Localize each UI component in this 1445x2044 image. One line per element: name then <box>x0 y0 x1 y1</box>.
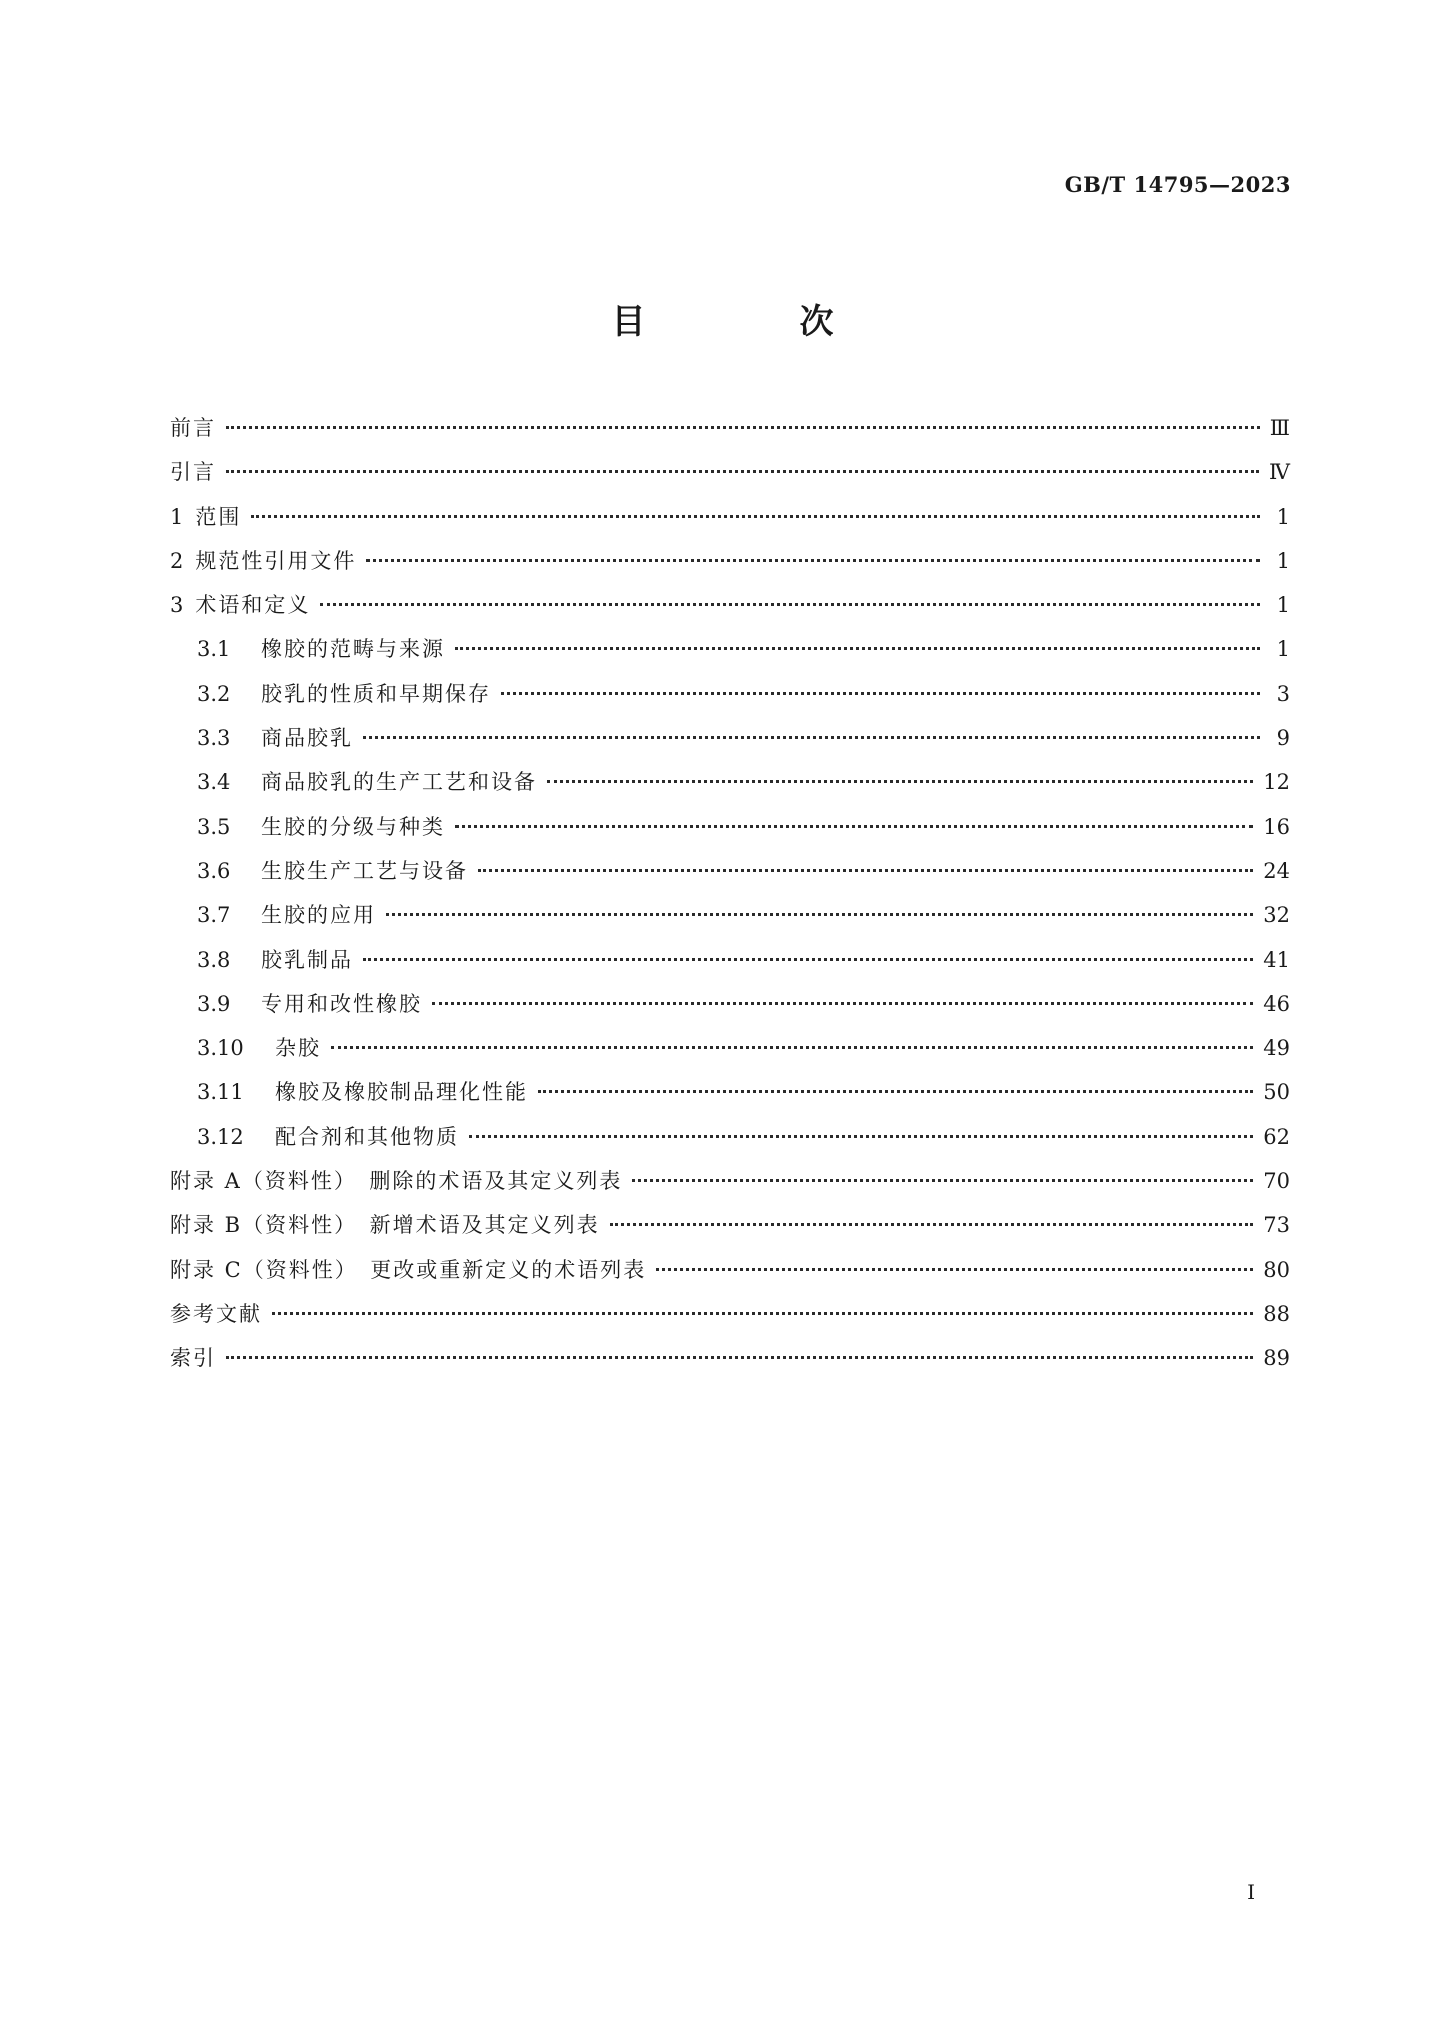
toc-entry-page: 1 <box>1276 637 1290 662</box>
toc-entry[interactable] <box>170 855 1290 899</box>
toc-title: 目 次 <box>611 302 894 342</box>
toc-entry-number: 3.2 <box>197 681 231 706</box>
toc-entry-page: 1 <box>1276 548 1290 573</box>
toc-entry-page: 12 <box>1263 770 1290 795</box>
toc-dot-leader <box>478 869 1253 872</box>
toc-entry-label: 范围 <box>195 504 242 529</box>
toc-entry-number: 3.4 <box>197 770 231 795</box>
toc-entry[interactable] <box>170 811 1290 855</box>
toc-dot-leader <box>272 1312 1253 1315</box>
toc-entry-label: 橡胶及橡胶制品理化性能 <box>275 1080 528 1105</box>
toc-entry[interactable] <box>170 1121 1290 1165</box>
toc-entry-page: 16 <box>1263 814 1290 839</box>
toc-entry-page: Ⅳ <box>1269 460 1290 485</box>
toc-entry-label: 索引 <box>170 1346 216 1371</box>
standard-code: GB/T 14795—2023 <box>1064 172 1291 197</box>
toc-entry-number: 1 <box>170 504 184 529</box>
toc-entry[interactable] <box>170 722 1290 766</box>
toc-entry-number: 3.11 <box>197 1080 244 1105</box>
toc-entry[interactable] <box>170 766 1290 810</box>
toc-entry[interactable] <box>170 1298 1290 1342</box>
toc-entry-label: 生胶的应用 <box>261 903 376 928</box>
toc-entry[interactable] <box>170 1165 1290 1209</box>
toc-entry-page: 50 <box>1263 1080 1290 1105</box>
toc-entry[interactable] <box>170 501 1290 545</box>
toc-entry-number: 3.3 <box>197 726 231 751</box>
toc-dot-leader <box>226 1356 1253 1359</box>
toc-entry-page: 9 <box>1276 726 1290 751</box>
toc-entry-label: 术语和定义 <box>195 593 311 618</box>
toc-entry[interactable] <box>170 456 1290 500</box>
toc-entry-page: 80 <box>1263 1257 1290 1282</box>
toc-entry-label: 商品胶乳 <box>261 726 353 751</box>
toc-entry-number: 3.8 <box>197 947 231 972</box>
toc-entry-page: 62 <box>1263 1124 1290 1149</box>
toc-entry-number: 2 <box>170 548 184 573</box>
toc-dot-leader <box>363 958 1253 961</box>
toc-entry[interactable] <box>170 633 1290 677</box>
toc-dot-leader <box>363 736 1260 739</box>
toc-dot-leader <box>632 1179 1253 1182</box>
toc-entry-page: 41 <box>1263 947 1290 972</box>
toc-dot-leader <box>656 1268 1253 1271</box>
toc-dot-leader <box>432 1002 1253 1005</box>
toc-entry-number: 3.6 <box>197 858 231 883</box>
toc-entry-label: 橡胶的范畴与来源 <box>261 637 445 662</box>
toc-entry-label: 专用和改性橡胶 <box>261 991 422 1016</box>
toc-entry[interactable] <box>170 988 1290 1032</box>
toc-entry[interactable] <box>170 1076 1290 1120</box>
toc-entry-label: 胶乳的性质和早期保存 <box>261 681 491 706</box>
toc-entry[interactable] <box>170 412 1290 456</box>
toc-dot-leader <box>226 426 1260 429</box>
toc-entry-number: 3.7 <box>197 903 231 928</box>
toc-entry-number: 3 <box>170 593 184 618</box>
toc-entry[interactable] <box>170 899 1290 943</box>
toc-entry-page: 32 <box>1263 903 1290 928</box>
table-of-contents <box>170 412 1290 1387</box>
toc-entry[interactable] <box>170 1342 1290 1386</box>
toc-dot-leader <box>538 1090 1253 1093</box>
toc-entry-number: 3.1 <box>197 637 231 662</box>
toc-dot-leader <box>320 603 1260 606</box>
toc-entry-label: 规范性引用文件 <box>195 548 357 573</box>
toc-entry-label: 商品胶乳的生产工艺和设备 <box>261 770 537 795</box>
toc-dot-leader <box>501 692 1260 695</box>
toc-dot-leader <box>547 780 1253 783</box>
toc-entry-page: 70 <box>1263 1169 1290 1194</box>
toc-entry-page: 88 <box>1263 1301 1290 1326</box>
toc-entry[interactable] <box>170 678 1290 722</box>
toc-dot-leader <box>366 559 1260 562</box>
toc-entry-label: 生胶的分级与种类 <box>261 814 445 839</box>
toc-dot-leader <box>455 647 1260 650</box>
toc-entry[interactable] <box>170 1209 1290 1253</box>
toc-entry-page: 24 <box>1263 858 1290 883</box>
toc-entry-page: 89 <box>1263 1346 1290 1371</box>
toc-dot-leader <box>251 515 1260 518</box>
toc-entry[interactable] <box>170 1254 1290 1298</box>
toc-dot-leader <box>386 913 1253 916</box>
page-number: Ⅰ <box>1247 1880 1255 1904</box>
toc-entry-page: 3 <box>1276 681 1290 706</box>
toc-dot-leader <box>331 1046 1253 1049</box>
toc-entry[interactable] <box>170 1032 1290 1076</box>
toc-entry-label: 配合剂和其他物质 <box>275 1124 459 1149</box>
toc-entry-label: 胶乳制品 <box>261 947 353 972</box>
toc-dot-leader <box>455 825 1253 828</box>
toc-entry-number: 3.9 <box>197 991 231 1016</box>
toc-entry-page: 49 <box>1263 1036 1290 1061</box>
toc-entry-label: 生胶生产工艺与设备 <box>261 858 468 883</box>
toc-entry-label: 引言 <box>170 460 216 485</box>
toc-dot-leader <box>469 1135 1253 1138</box>
toc-entry-number: 3.12 <box>197 1124 244 1149</box>
toc-entry[interactable] <box>170 944 1290 988</box>
toc-entry-label: 参考文献 <box>170 1301 262 1326</box>
toc-entry-label: 附录 B（资料性） 新增术语及其定义列表 <box>170 1213 600 1238</box>
toc-entry-number: 3.5 <box>197 814 231 839</box>
toc-entry[interactable] <box>170 589 1290 633</box>
toc-entry-page: 73 <box>1263 1213 1290 1238</box>
toc-entry-number: 3.10 <box>197 1036 244 1061</box>
toc-entry[interactable] <box>170 545 1290 589</box>
toc-dot-leader <box>226 470 1259 473</box>
toc-entry-page: 46 <box>1263 991 1290 1016</box>
toc-entry-label: 前言 <box>170 416 216 440</box>
toc-dot-leader <box>610 1223 1254 1226</box>
toc-entry-page: Ⅲ <box>1269 416 1290 440</box>
toc-entry-page: 1 <box>1276 593 1290 618</box>
toc-entry-label: 附录 A（资料性） 删除的术语及其定义列表 <box>170 1169 623 1194</box>
toc-entry-page: 1 <box>1276 504 1290 529</box>
toc-entry-label: 杂胶 <box>275 1036 321 1061</box>
toc-entry-label: 附录 C（资料性） 更改或重新定义的术语列表 <box>170 1257 647 1282</box>
